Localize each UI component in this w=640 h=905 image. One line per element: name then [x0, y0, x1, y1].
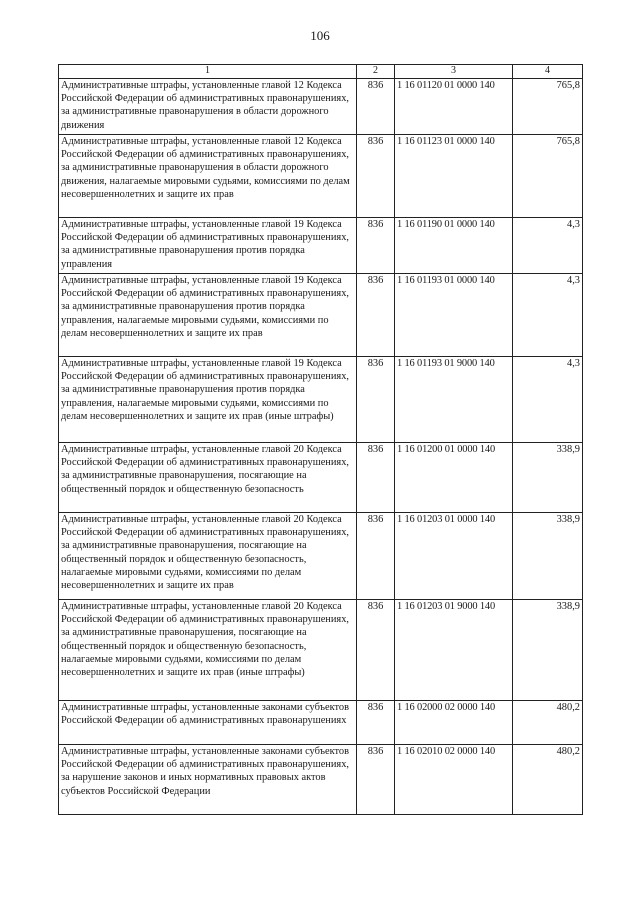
column-header-name: 1: [59, 65, 357, 79]
row-admin-code: 836: [357, 443, 395, 513]
row-budget-code: 1 16 01120 01 0000 140: [395, 79, 513, 135]
row-budget-code: 1 16 01200 01 0000 140: [395, 443, 513, 513]
table-row: [59, 274, 583, 357]
table-row: [59, 79, 583, 135]
row-budget-code: 1 16 01203 01 0000 140: [395, 513, 513, 600]
row-budget-code: 1 16 01193 01 9000 140: [395, 357, 513, 443]
table-header-row: [59, 65, 583, 79]
row-name: Административные штрафы, установленные законами субъектов Российской Федерации об административных правонарушениях: [59, 701, 357, 745]
table-row: [59, 745, 583, 815]
column-header-code: 3: [395, 65, 513, 79]
row-admin-code: 836: [357, 357, 395, 443]
table-row: [59, 135, 583, 218]
row-budget-code: 1 16 01190 01 0000 140: [395, 218, 513, 274]
row-admin-code: 836: [357, 135, 395, 218]
row-amount: 338,9: [513, 513, 583, 600]
row-admin-code: 836: [357, 79, 395, 135]
row-budget-code: 1 16 02010 02 0000 140: [395, 745, 513, 815]
row-amount: 338,9: [513, 600, 583, 701]
row-name: Административные штрафы, установленные главой 19 Кодекса Российской Федерации об административных правонарушениях, за административные правонарушения против порядка управления: [59, 218, 357, 274]
table-row: [59, 443, 583, 513]
row-amount: 480,2: [513, 745, 583, 815]
column-header-admin: 2: [357, 65, 395, 79]
row-amount: 765,8: [513, 135, 583, 218]
row-budget-code: 1 16 01193 01 0000 140: [395, 274, 513, 357]
row-name: Административные штрафы, установленные главой 12 Кодекса Российской Федерации об административных правонарушениях, за административные правонарушения в области дорожного движения: [59, 79, 357, 135]
row-admin-code: 836: [357, 745, 395, 815]
table-row: [59, 513, 583, 600]
column-header-amount: 4: [513, 65, 583, 79]
table-row: [59, 600, 583, 701]
table-row: [59, 357, 583, 443]
row-amount: 765,8: [513, 79, 583, 135]
fines-table: [58, 64, 583, 815]
row-name: Административные штрафы, установленные главой 20 Кодекса Российской Федерации об административных правонарушениях, за административные правонарушения, посягающие на общественный порядок и общественную безопасность: [59, 443, 357, 513]
row-name: Административные штрафы, установленные главой 20 Кодекса Российской Федерации об административных правонарушениях, за административные правонарушения, посягающие на общественный порядок и общественную безопасность, налагаемые мировыми судьями, комиссиями по делам несовершеннолетних и защите их прав: [59, 513, 357, 600]
row-name: Административные штрафы, установленные главой 19 Кодекса Российской Федерации об административных правонарушениях, за административные правонарушения против порядка управления, налагаемые мировыми судьями, комиссиями по делам несовершеннолетних и защите их прав (иные штрафы): [59, 357, 357, 443]
row-amount: 4,3: [513, 274, 583, 357]
row-admin-code: 836: [357, 600, 395, 701]
row-name: Административные штрафы, установленные главой 19 Кодекса Российской Федерации об административных правонарушениях, за административные правонарушения против порядка управления, налагаемые мировыми судьями, комиссиями по делам несовершеннолетних и защите их прав: [59, 274, 357, 357]
page-number: 106: [310, 28, 330, 43]
table-row: [59, 218, 583, 274]
row-amount: 480,2: [513, 701, 583, 745]
row-admin-code: 836: [357, 218, 395, 274]
row-budget-code: 1 16 02000 02 0000 140: [395, 701, 513, 745]
row-admin-code: 836: [357, 701, 395, 745]
row-name: Административные штрафы, установленные главой 20 Кодекса Российской Федерации об административных правонарушениях, за административные правонарушения, посягающие на общественный порядок и общественную безопасность, налагаемые мировыми судьями, комиссиями по делам несовершеннолетних и защите их прав (иные штрафы): [59, 600, 357, 701]
row-amount: 4,3: [513, 357, 583, 443]
row-admin-code: 836: [357, 274, 395, 357]
row-name: Административные штрафы, установленные законами субъектов Российской Федерации об административных правонарушениях, за нарушение законов и иных нормативных правовых актов субъектов Российской Федерации: [59, 745, 357, 815]
row-amount: 338,9: [513, 443, 583, 513]
row-admin-code: 836: [357, 513, 395, 600]
row-name: Административные штрафы, установленные главой 12 Кодекса Российской Федерации об административных правонарушениях, за административные правонарушения в области дорожного движения, налагаемые мировыми судьями, комиссиями по делам несовершеннолетних и защите их прав: [59, 135, 357, 218]
table-row: [59, 701, 583, 745]
row-amount: 4,3: [513, 218, 583, 274]
row-budget-code: 1 16 01123 01 0000 140: [395, 135, 513, 218]
row-budget-code: 1 16 01203 01 9000 140: [395, 600, 513, 701]
